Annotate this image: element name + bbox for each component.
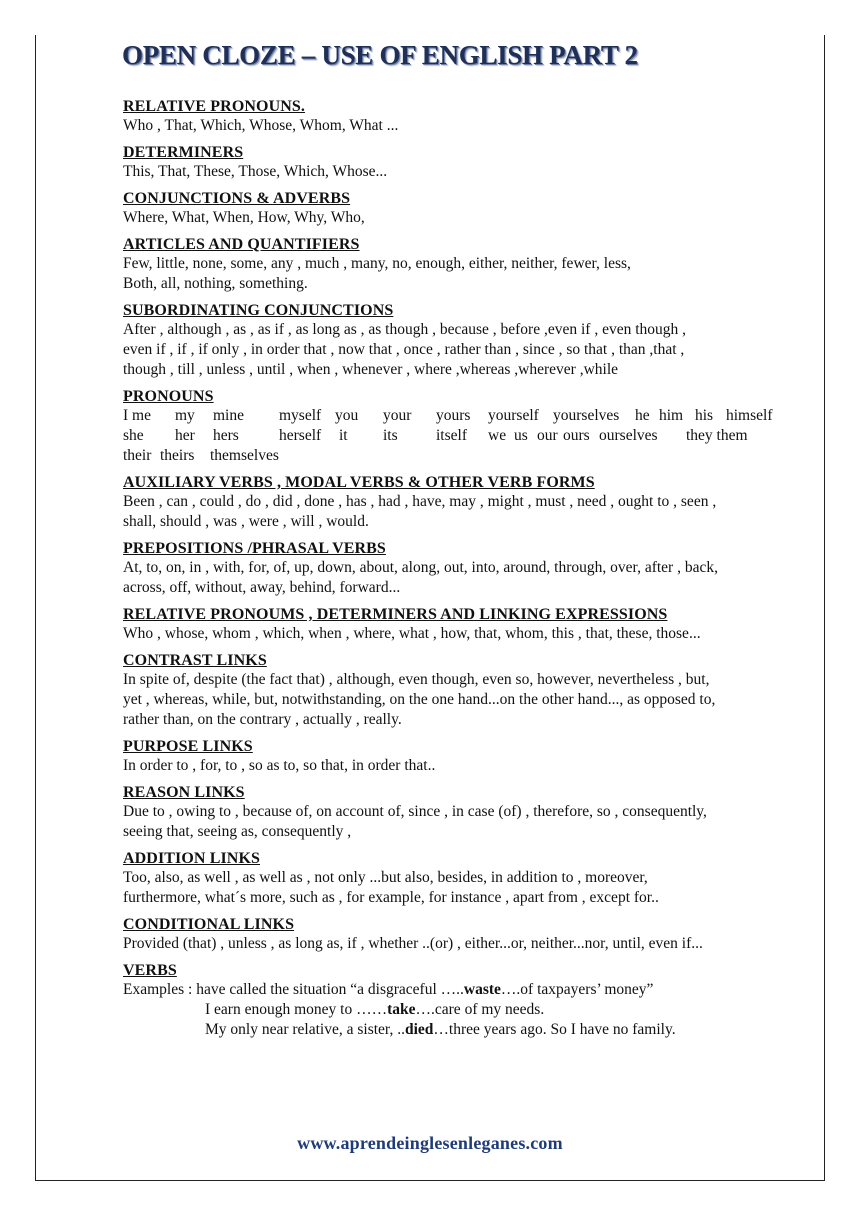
section-prepositions: [123, 539, 813, 598]
pronoun-word: him: [659, 407, 684, 424]
section-relative-pronoums-linking: [123, 605, 813, 644]
examples-label: Examples :: [123, 981, 193, 998]
pronoun-word: herself: [279, 427, 322, 444]
section-relative-pronouns: [123, 97, 813, 136]
section-heading: CONTRAST LINKS: [123, 652, 267, 669]
section-line: Who , whose, whom , which, when , where, what , how, that, whom, this , that, these, those...: [123, 625, 701, 642]
pronoun-word: us: [514, 427, 528, 444]
section-heading: RELATIVE PRONOUMS , DETERMINERS AND LINKING EXPRESSIONS: [123, 606, 668, 623]
pronoun-word: ours: [563, 427, 590, 444]
pronoun-word: I me: [123, 407, 151, 424]
section-heading: VERBS: [123, 962, 177, 979]
website-footer-link[interactable]: www.aprendeinglesenleganes.com: [297, 1133, 563, 1153]
section-auxiliary-verbs: [123, 473, 813, 532]
example-text: …three years ago. So I have no family.: [433, 1021, 676, 1038]
section-heading: DETERMINERS: [123, 144, 244, 161]
pronoun-word: it: [339, 427, 348, 444]
section-heading: CONJUNCTIONS & ADVERBS: [123, 190, 351, 207]
section-addition-links: [123, 849, 813, 908]
section-purpose-links: [123, 737, 813, 776]
section-line: Due to , owing to , because of, on account of, since , in case (of) , therefore, so , consequently,: [123, 803, 707, 820]
pronoun-word: mine: [213, 407, 244, 424]
pronoun-word: his: [695, 407, 714, 424]
section-conditional-links: [123, 915, 813, 954]
section-line: though , till , unless , until , when , whenever , where ,whereas ,wherever ,while: [123, 361, 619, 378]
pronoun-word: theirs: [160, 447, 195, 464]
section-heading: RELATIVE PRONOUNS.: [123, 98, 305, 115]
pronoun-word: themselves: [210, 447, 279, 464]
pronoun-word: yours: [436, 407, 471, 424]
example-text: have called the situation “a disgraceful …..: [192, 981, 464, 998]
section-heading: PURPOSE LINKS: [123, 738, 253, 755]
pronoun-word: ourselves: [599, 427, 658, 444]
section-line: Where, What, When, How, Why, Who,: [123, 209, 365, 226]
section-heading: PREPOSITIONS /PHRASAL VERBS: [123, 540, 386, 557]
pronoun-word: your: [383, 407, 412, 424]
section-line: furthermore, what´s more, such as , for example, for instance , apart from , except for..: [123, 889, 659, 906]
pronoun-word: its: [383, 427, 398, 444]
section-heading: REASON LINKS: [123, 784, 245, 801]
section-line: At, to, on, in , with, for, of, up, down, about, along, out, into, around, through, over, after , back,: [123, 559, 718, 576]
section-line: Few, little, none, some, any , much , many, no, enough, either, neither, fewer, less,: [123, 255, 631, 272]
section-line: Been , can , could , do , did , done , has , had , have, may , might , must , need , ought to , seen ,: [123, 493, 717, 510]
pronoun-word: yourself: [488, 407, 539, 424]
section-line: After , although , as , as if , as long as , as though , because , before ,even if , even though ,: [123, 321, 687, 338]
section-subordinating-conjunctions: [123, 301, 813, 380]
section-line: seeing that, seeing as, consequently ,: [123, 823, 352, 840]
example-line: [123, 1020, 813, 1040]
example-key-word: died: [404, 1021, 434, 1038]
section-line: Who , That, Which, Whose, Whom, What ...: [123, 117, 399, 134]
page-title: OPEN CLOZE – USE OF ENGLISH PART 2: [122, 40, 638, 70]
pronoun-row: [123, 446, 813, 466]
section-line: In order to , for, to , so as to, so that, in order that..: [123, 757, 436, 774]
section-heading: ARTICLES AND QUANTIFIERS: [123, 236, 360, 253]
section-heading: ADDITION LINKS: [123, 850, 260, 867]
section-line: yet , whereas, while, but, notwithstanding, on the one hand...on the other hand..., as opposed to,: [123, 691, 716, 708]
section-determiners: [123, 143, 813, 182]
pronoun-word: we: [488, 427, 507, 444]
pronoun-word: she: [123, 427, 144, 444]
example-text: ….of taxpayers’ money”: [500, 981, 654, 998]
example-text: ….care of my needs.: [415, 1001, 545, 1018]
section-line: shall, should , was , were , will , would.: [123, 513, 369, 530]
section-line: In spite of, despite (the fact that) , although, even though, even so, however, nevertheless , but,: [123, 671, 710, 688]
section-reason-links: [123, 783, 813, 842]
pronoun-word: they them: [686, 427, 748, 444]
section-contrast-links: [123, 651, 813, 730]
section-heading: PRONOUNS: [123, 388, 214, 405]
section-line: even if , if , if only , in order that , now that , once , rather than , since , so that , than ,that ,: [123, 341, 685, 358]
example-line: [123, 980, 813, 1000]
pronoun-word: her: [175, 427, 195, 444]
section-conjunctions-adverbs: [123, 189, 813, 228]
section-line: Provided (that) , unless , as long as, if , whether ..(or) , either...or, neither...nor, until, even if...: [123, 935, 703, 952]
example-key-word: waste: [463, 981, 501, 998]
section-line: rather than, on the contrary , actually , really.: [123, 711, 402, 728]
section-heading: CONDITIONAL LINKS: [123, 916, 295, 933]
section-line: Both, all, nothing, something.: [123, 275, 308, 292]
example-text: I earn enough money to ……: [205, 1001, 388, 1018]
pronoun-word: our: [537, 427, 558, 444]
section-heading: AUXILIARY VERBS , MODAL VERBS & OTHER VERB FORMS: [123, 474, 595, 491]
pronoun-word: you: [335, 407, 359, 424]
section-line: This, That, These, Those, Which, Whose...: [123, 163, 388, 180]
pronoun-word: hers: [213, 427, 239, 444]
example-text: My only near relative, a sister, ..: [205, 1021, 405, 1038]
pronoun-word: yourselves: [553, 407, 620, 424]
example-line: [123, 1000, 813, 1020]
pronoun-word: he: [635, 407, 650, 424]
pronoun-word: their: [123, 447, 152, 464]
section-articles-quantifiers: [123, 235, 813, 294]
section-line: across, off, without, away, behind, forward...: [123, 579, 401, 596]
pronoun-word: myself: [279, 407, 322, 424]
pronoun-word: himself: [726, 407, 773, 424]
content: [123, 97, 813, 1047]
section-verbs: [123, 961, 813, 1040]
section-line: Too, also, as well , as well as , not only ...but also, besides, in addition to , moreover,: [123, 869, 648, 886]
pronoun-row: [123, 426, 813, 446]
section-heading: SUBORDINATING CONJUNCTIONS: [123, 302, 394, 319]
pronoun-word: my: [175, 407, 195, 424]
pronoun-word: itself: [436, 427, 467, 444]
example-key-word: take: [387, 1001, 416, 1018]
pronoun-row: [123, 406, 813, 426]
section-pronouns: [123, 387, 813, 466]
